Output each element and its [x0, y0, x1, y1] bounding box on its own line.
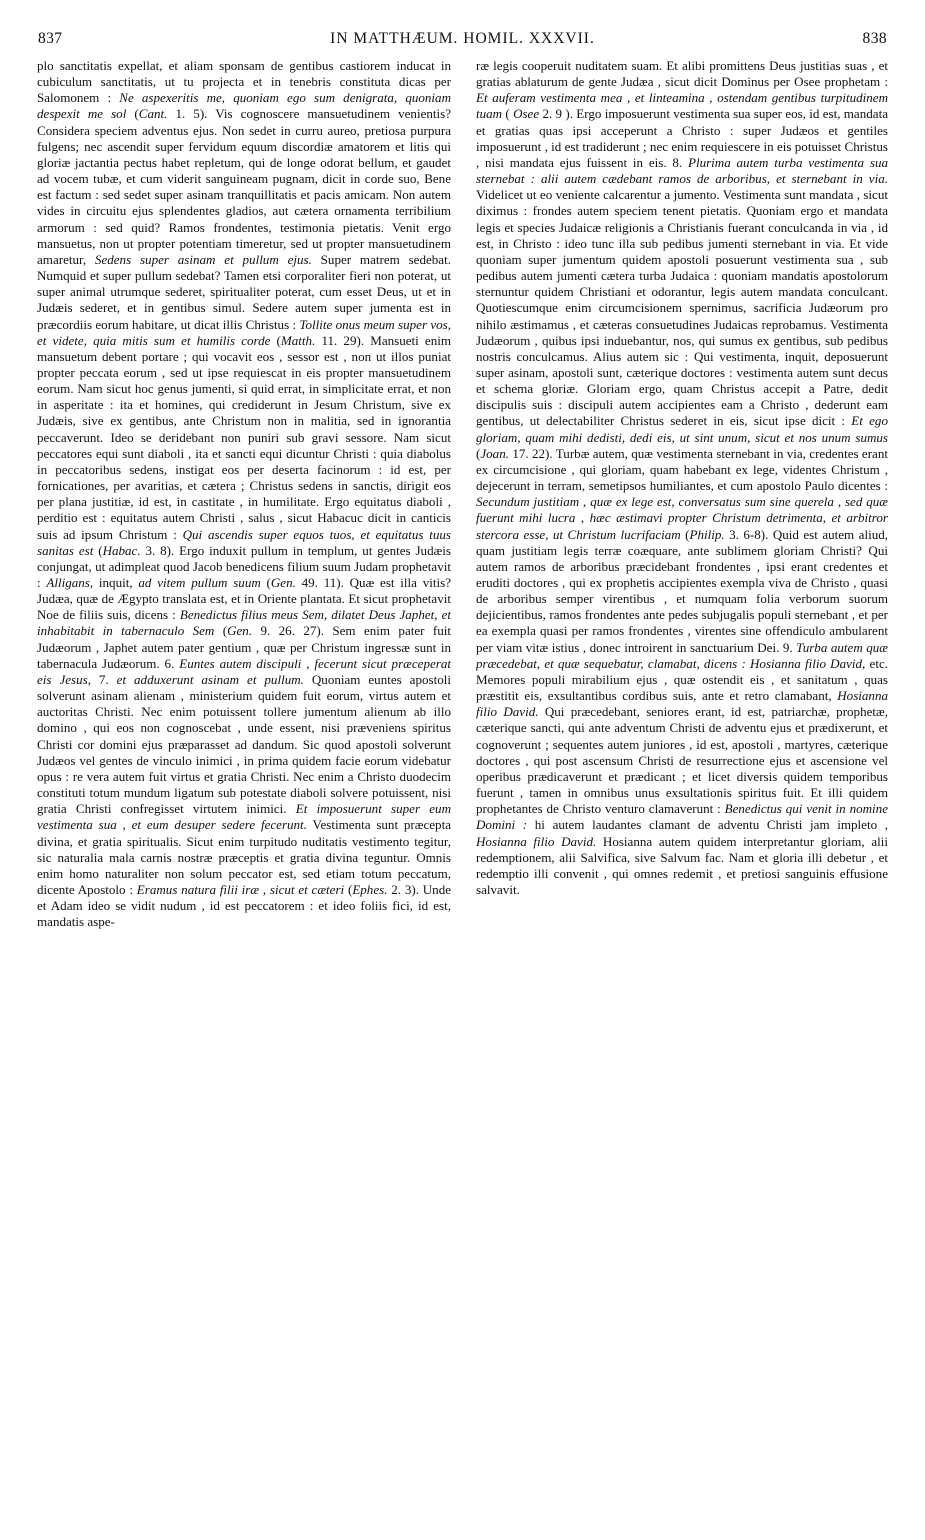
left-quotation-text: et adduxerunt asinam et pullum.: [116, 671, 304, 687]
left-quotation-text: Ne aspexeritis me, quoniam ego sum denigrata, quoniam despexit me sol: [37, 90, 451, 122]
left-quotation-text: Ephes.: [352, 881, 388, 897]
left-body-text: 1. 5). Vis cognoscere mansuetudinem venientis? Considera speciem adventus ejus. Non sedet in curru aureo, pretiosa purpura fulgens; nec ascendit super fervidum equum discordiæ amatorem et litis qui gloriæ jactantia pectus habet repletum, qui de longe odorat bellum, et gaudet ad vocem tubæ, et cum viderit sanguineam pugnam, dicit in corde suo, Bene est factum : sed sedet super asinam tranquillitatis et pacis amicam. Non autem vides in circuitu ejus splendentes gladios, aut cætera ornamenta terribilium armorum : sed quid? Ramos frondentes, testimonia pietatis. Venit ergo mansuetus, non ut propter potentiam timeretur, sed ut propter mansuetudinem amaretur,: [37, 106, 451, 267]
right-body-text: 3. 6-8). Quid est autem aliud, quam justitiam legis terræ coæquare, ante sublimem gloriam Christi? Qui autem ramos de arboribus præcidebant frondentes , ipsi erant credentes et eruditi doctores , qui ex prophetis accipientes exempla viva de Christo , quasi de arboribus semper virentibus , et numquam folia verborum suorum dejicientibus, ramos frondentes ante pedes subjugalis populi sternebant , et per ea exempla quasi per ramos frondentes , virentes sine offendiculo ambularent per viam vitæ istius , donec introirent in sanctuarium Dei. 9.: [476, 526, 888, 655]
left-body-text: 3. 8). Ergo induxit pullum in templum, ut gentes Judæis conjungat, ut adimpleat quod Jacob benedicens filium suum Judam prophetavit :: [37, 542, 451, 590]
page-number-right: 838: [862, 30, 887, 47]
right-quotation-text: Hosianna filio David.: [476, 833, 597, 849]
right-quotation-text: Et ego gloriam, quam mihi dedisti, dedi eis, ut sint unum, sicut et nos unum sumus: [476, 413, 888, 445]
right-body-text: Videlicet ut eo veniente calcarentur a jumento. Vestimenta sunt mandata , sicut diximus : frondes autem speciem tenent pietatis. Quoniam ergo et mandata legis et species Judaicæ religionis a Christianis fuerant conculcanda in via , id est, in Christo : ideo tunc illa sub pedibus jumenti sternebant in via. Et vide quoniam super jumentum quidem apostoli posuerunt vestimenta sua , sub pedibus autem jumenti cætera turba Judaica : quoniam mandatis apostolorum sternuntur quidem Christiani et odorantur, legis autem mandata conculcant. Quotiescumque enim circumcisionem spernimus, sacrificia Judæorum pro nihilo æstimamus , et cæteras consuetudines Judaicas reprobamus. Vestimenta Judæorum , quibus ipsi induebantur, nos, qui sumus ex gentibus, sub pedibus nostris conculcamus. Alius autem sic : Qui vestimenta, inquit, deposuerunt super asinam, apostoli sunt, cæterique doctores : vestimenta autem sunt decus et schema gloriæ. Gloriam ergo, quam Christus accepit a Patre, dedit discipulis suis : discipuli autem accipientes eam a Christo , dederunt eam gentibus, ut delectabiliter Christus sederet in eis, sicut ipse dicit :: [476, 187, 888, 429]
right-quotation-text: Joan.: [480, 445, 509, 461]
left-body-text: Super matrem sedebat. Numquid et super pullum sedebat? Tamen etsi corporaliter fieri non poterat, ut super animal utrumque sederet, spiritualiter poterat, cum esset Deus, ut et in Judæis sederet, et in gentibus simul. Sedere autem super jumenta est in præcordiis eorum habitare, ut dicat illis Christus :: [37, 251, 451, 332]
left-quotation-text: Tollite onus meum super vos, et videte, quia mitis sum et humilis corde: [37, 316, 451, 348]
left-body-text: 11. 29). Mansueti enim mansuetum debent portare ; qui vocavit eos , sessor est , non ut illos puniat propter peccata eorum , sed ut ipse requiescat in eis propter mansuetudinem eorum. Nam sicut hoc genus jumenti, si quid errat, in simplicitate errat, et non in asperitate : ita et homines, qui crediderunt in Jesum Christum, sive ex Judæis, sive ex gentibus, ante Christum non in malitia, sed in ignorantia peccaverunt. Ideo se deridebant non puniri sub gravi sessore. Nam sicut peccatores equi sunt diaboli , ita et sancti equi dicuntur Christi : quia diabolus in peccatoribus sedens, instigat eos per deserta facinorum : id est, per fornicationes, per avaritias, et cætera ; Christus sedens in sanctis, dirigit eos per plana justitiæ, id est, in castitate , in humilitate. Ergo equitatus diaboli , perditio est : equitatus autem Christi , salus , sicut Habacuc dicit in canticis suis ad ipsum Christum :: [37, 332, 451, 542]
right-body-text: hi autem laudantes clamant de adventu Christi jam impleto ,: [527, 817, 888, 833]
right-quotation-text: Et auferam vestimenta mea , et linteamina , ostendam gentibus turpitudinem tuam: [476, 90, 888, 122]
left-body-text: plo sanctitatis expellat, et aliam sponsam de gentibus castiorem inducat in cubiculum sanctitatis, ut tu projecta et in tenebris constituta dicas per Salomonem :: [37, 58, 451, 106]
right-quotation-text: Philip.: [689, 526, 725, 542]
left-quotation-text: Gen.: [270, 575, 296, 590]
right-body-text: ræ legis cooperuit nuditatem suam. Et alibi promittens Deus justitias suas , et gratias ablaturum de gente Judæa , sicut dicit Dominus per Osee prophetam :: [476, 58, 888, 90]
left-body-text: 9. 26. 27). Sem enim pater fuit Judæorum , Japhet autem pater gentium , quæ per Christum ingressæ sunt in tabernacula Judæorum. 6.: [37, 623, 451, 671]
right-body-text: Hosianna autem quidem interpretantur gloriam, alii redemptionem, alii Salvifica, sive Salvum fac. Nam et gloria illi debetur , et redemptio illi convenit , qui omnes redemit , et pretiosi sanguinis effusione salvavit.: [476, 833, 888, 897]
right-quotation-text: Plurima autem turba vestimenta sua sternebat : alii autem cædebant ramos de arboribus, et sternebant in via.: [476, 154, 888, 187]
left-body-text: (: [270, 332, 281, 348]
right-body-text: (: [680, 526, 690, 542]
left-quotation-text: ad vitem pullum suum: [138, 575, 261, 590]
page-number-left: 837: [38, 30, 63, 47]
left-quotation-text: Euntes autem discipuli , fecerunt sicut præceperat eis Jesus,: [37, 655, 451, 687]
left-quotation-text: Matth.: [280, 332, 316, 348]
right-body-text: (: [476, 445, 481, 461]
right-body-text: 17. 22). Turbæ autem, quæ vestimenta sternebant in via, credentes erant ex circumcisione , qui gloriam, quam habebant ex lege, videntes Christum , dejecerunt in terram, semetipsos humiliantes, et cum apostolo Paulo dicentes :: [476, 445, 888, 494]
right-quotation-text: Osee: [513, 106, 540, 122]
left-quotation-text: Et imposuerunt super eum vestimenta sua , et eum desuper sedere fecerunt.: [37, 801, 451, 833]
right-quotation-text: Turba autem quæ præcedebat, et quæ sequebatur, clamabat, dicens : Hosianna filio David,: [476, 639, 888, 671]
left-text-column: [37, 58, 451, 1538]
left-quotation-text: Gen.: [227, 623, 253, 639]
right-quotation-text: Benedictus qui venit in nomine Domini :: [476, 801, 888, 833]
left-quotation-text: Alligans: [46, 575, 90, 590]
left-body-text: 7.: [90, 671, 117, 687]
left-quotation-text: Benedictus filius meus Sem, dilatet Deus Japhet, et inhabitabit in tabernaculo Sem: [37, 607, 451, 639]
running-title: IN MATTHÆUM. HOMIL. XXXVII.: [330, 30, 595, 47]
left-body-text: (: [214, 623, 228, 639]
right-column-paragraph: [476, 58, 888, 898]
right-text-column: [476, 58, 888, 1538]
left-body-text: Vestimenta sunt præcepta divina, et gratia spiritualis. Sicut enim turpitudo nuditatis vestimento tegitur, sic naturalia mala carnis nostræ præceptis et gratia divina teguntur. Omnis enim homo naturaliter non solum peccator est, sed etiam totum peccatum, dicente Apostolo :: [37, 817, 451, 897]
right-body-text: etc. Memores populi mirabilium ejus , quæ ostendit eis , et sanitatum , quas præstitit eis, exsultantibus cordibus suis, ante et retro clamabant,: [476, 655, 888, 704]
left-body-text: , inquit,: [89, 575, 139, 590]
left-body-text: (: [344, 881, 353, 897]
left-quotation-text: Eramus natura filii iræ , sicut et cæteri: [136, 881, 345, 897]
right-quotation-text: Secundum justitiam , quæ ex lege est, conversatus sum sine querela , sed quæ fuerunt mihi lucra , hæc æstimavi propter Christum detrimenta, et arbitror stercora esse, ut Christum lucrifaciam: [476, 494, 888, 542]
left-body-text: (: [126, 106, 139, 122]
left-body-text: 49. 11). Quæ est illa vitis? Judæa, quæ de Ægypto translata est, et in Oriente plantata. Et sicut prophetavit Noe de filiis suis, dicens :: [37, 575, 451, 623]
right-body-text: (: [502, 106, 514, 122]
right-body-text: 2. 9 ). Ergo imposuerunt vestimenta sua super eos, id est, mandata et gratias quas ipsi acceperunt a Christo : super Judæos et gentiles imposuerunt , id est tradiderunt ; nec enim requiescere in eis potuisset Christus , nisi mandata ejus fuissent in eis. 8.: [476, 106, 888, 170]
left-quotation-text: Cant.: [138, 106, 168, 122]
left-quotation-text: Qui ascendis super equos tuos, et equitatus tuus sanitas est: [37, 526, 451, 558]
page-header: [38, 30, 887, 60]
left-body-text: Quoniam euntes apostoli solverunt asinam alienam , ministerium quidem fuit eorum, virtus autem et auctoritas Christi. Nec enim potuissent tollere jumentum alienum ab illo domino , qui eos non cognoscebat , unde essent, nisi præveniens spiritus Christi cor domini ejus præparasset ad dandum. Sic quod apostoli solverunt Judæos vel gentes de vinculo inimici , in prima quidem facie eorum videbatur opus : re vera autem fuit virtus et gratia Christi. Nec enim a Christo duodecim constituti totum mundum ligatum sub potestate diaboli solvere potuissent, nisi gratia Christi confregisset virtutem inimici.: [37, 671, 451, 817]
left-quotation-text: Habac.: [102, 542, 141, 558]
right-body-text: Qui præcedebant, seniores erant, id est, patriarchæ, prophetæ, cæterique sancti, qui ante adventum Christi de adventu ejus et prædixerunt, et cognoverunt ; sequentes autem juniores , id est, apostoli , martyres, cæterique doctores , qui post ascensum Christi de resurrectione ejus et ascensione vel operibus prædicaverunt et prædicant ; et licet diversis quidem temporibus fuerunt , tamen in omnibus unus exsultationis spiritus fuit. Et illi quidem prophetantes de Christo venturo clamaverunt :: [476, 704, 888, 817]
left-body-text: (: [93, 542, 103, 558]
left-body-text: (: [260, 575, 271, 590]
left-column-paragraph: [37, 58, 451, 930]
left-quotation-text: Sedens super asinam et pullum ejus.: [94, 251, 312, 267]
right-quotation-text: Hosianna filio David.: [476, 688, 888, 720]
left-body-text: 2. 3). Unde et Adam ideo se vidit nudum , id est peccatorem : et ideo foliis fici, id est, mandatis aspe-: [37, 881, 451, 930]
